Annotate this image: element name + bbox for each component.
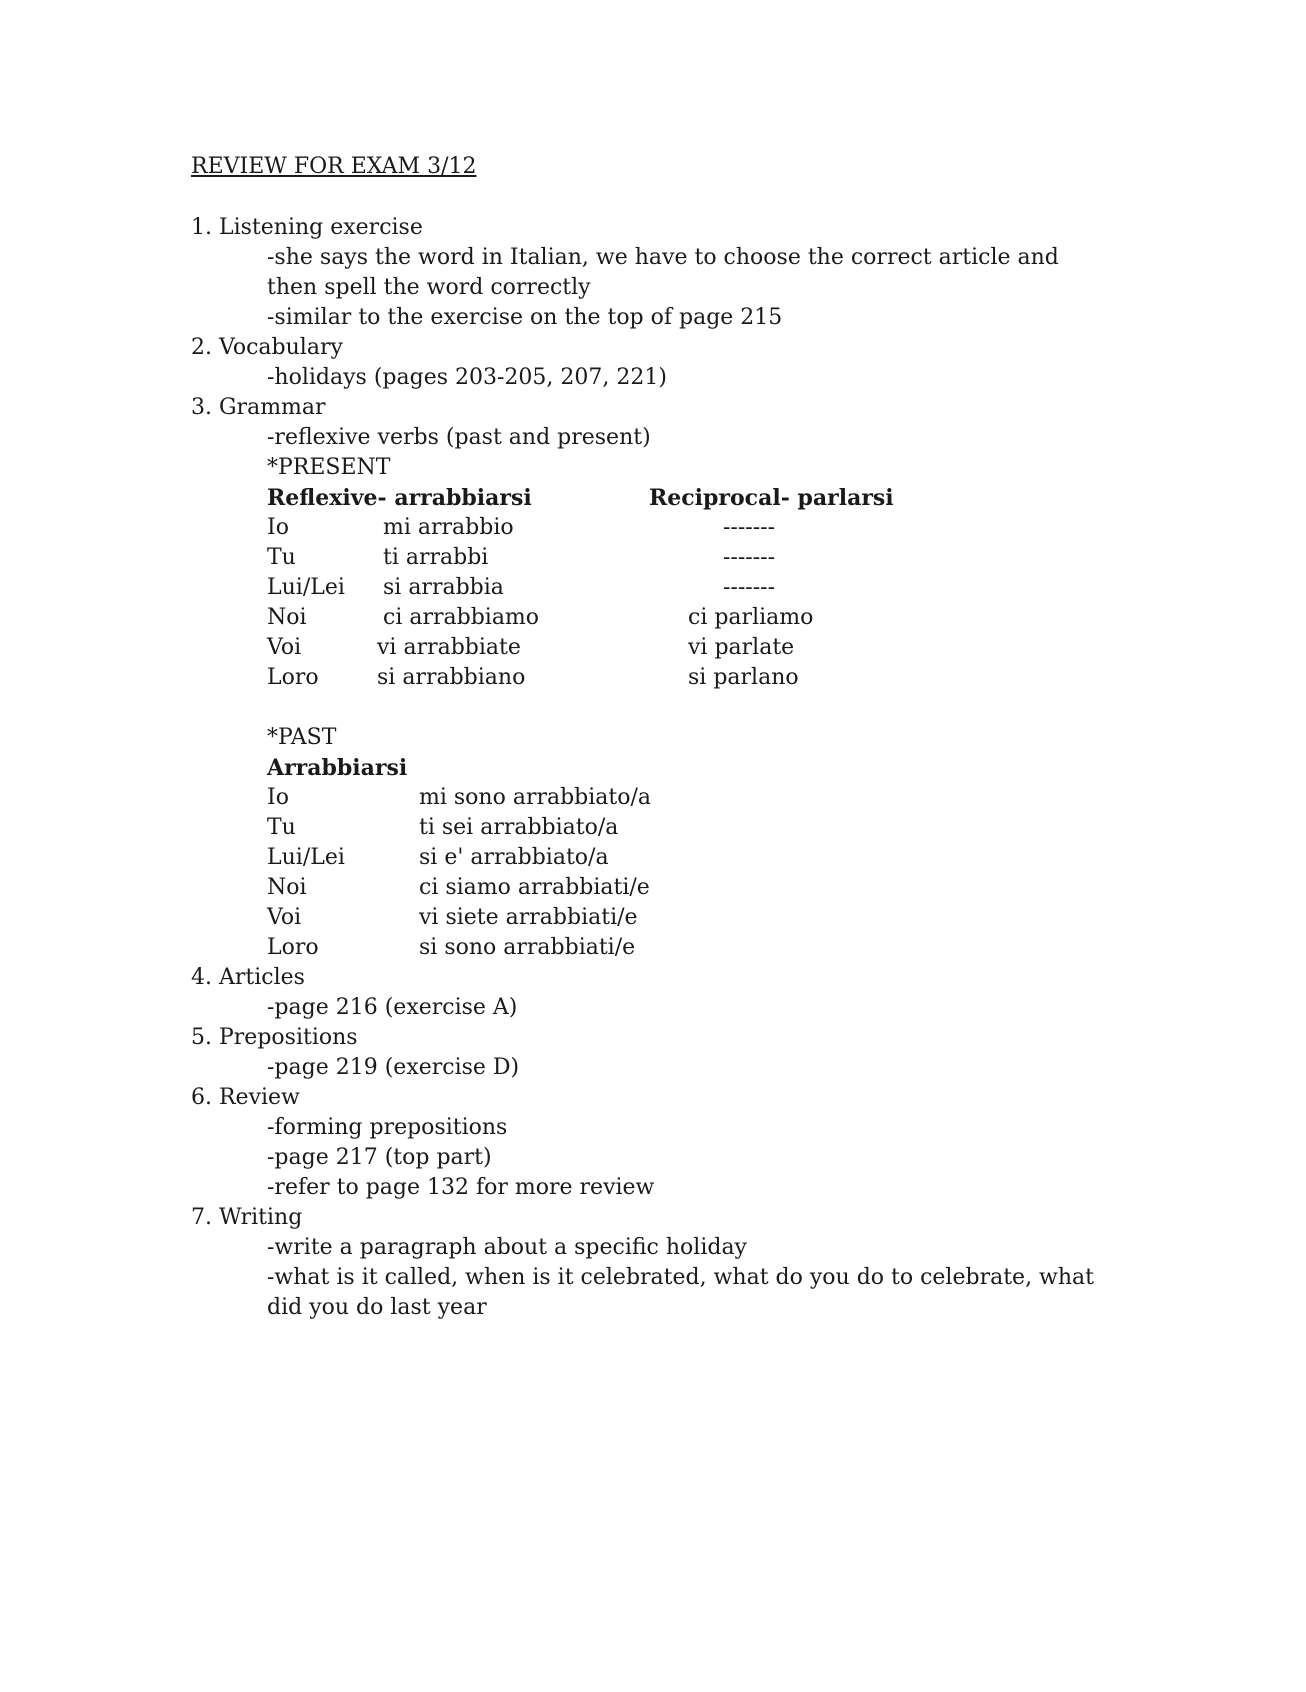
reciprocal-form: vi parlate <box>688 635 795 660</box>
reciprocal-form: ci parliamo <box>688 605 814 630</box>
past-label: *PAST <box>267 725 337 750</box>
table-row <box>191 783 1191 813</box>
past-form: ti sei arrabbiato/a <box>419 815 619 840</box>
past-form: vi siete arrabbiati/e <box>419 905 638 930</box>
table-row <box>191 513 1191 543</box>
table-row <box>191 543 1191 573</box>
section-note: -refer to page 132 for more review <box>267 1175 655 1200</box>
table-row <box>191 603 1191 633</box>
table-row <box>191 633 1191 663</box>
section-heading-articles: 4. Articles <box>191 965 305 990</box>
section-note: -forming prepositions <box>267 1115 508 1140</box>
pronoun: Lui/Lei <box>267 575 345 600</box>
reflexive-form: ti arrabbi <box>383 545 489 570</box>
pronoun: Io <box>267 515 289 540</box>
table-row <box>191 903 1191 933</box>
past-form: mi sono arrabbiato/a <box>419 785 652 810</box>
table-row <box>191 663 1191 693</box>
pronoun: Voi <box>267 635 302 660</box>
section-note: -write a paragraph about a specific holiday <box>267 1235 747 1260</box>
table-row <box>191 573 1191 603</box>
spacer <box>191 693 1191 723</box>
pronoun: Loro <box>267 935 319 960</box>
section-note: -page 219 (exercise D) <box>267 1055 520 1080</box>
pronoun: Voi <box>267 905 302 930</box>
reflexive-form: vi arrabbiate <box>377 635 521 660</box>
reciprocal-form: ------- <box>723 575 776 600</box>
past-form: si sono arrabbiati/e <box>419 935 636 960</box>
section-heading-vocabulary: 2. Vocabulary <box>191 335 343 360</box>
section-heading-prepositions: 5. Prepositions <box>191 1025 358 1050</box>
present-label: *PRESENT <box>267 455 391 480</box>
reciprocal-heading: Reciprocal- parlarsi <box>649 485 894 511</box>
section-heading-writing: 7. Writing <box>191 1205 303 1230</box>
section-note: -page 216 (exercise A) <box>267 995 518 1020</box>
reflexive-form: si arrabbia <box>383 575 504 600</box>
reciprocal-form: ------- <box>723 515 776 540</box>
pronoun: Noi <box>267 605 307 630</box>
pronoun: Tu <box>267 815 296 840</box>
pronoun: Tu <box>267 545 296 570</box>
section-heading-grammar: 3. Grammar <box>191 395 326 420</box>
reflexive-form: mi arrabbio <box>383 515 514 540</box>
section-note: -similar to the exercise on the top of page 215 <box>267 305 783 330</box>
review-content <box>191 213 1191 1323</box>
pronoun: Noi <box>267 875 307 900</box>
pronoun: Loro <box>267 665 319 690</box>
reflexive-form: ci arrabbiamo <box>383 605 540 630</box>
past-heading: Arrabbiarsi <box>267 755 408 781</box>
reciprocal-form: ------- <box>723 545 776 570</box>
table-row <box>191 813 1191 843</box>
section-note: -reflexive verbs (past and present) <box>267 425 651 450</box>
pronoun: Lui/Lei <box>267 845 345 870</box>
reciprocal-form: si parlano <box>688 665 799 690</box>
table-row <box>191 933 1191 963</box>
past-form: ci siamo arrabbiati/e <box>419 875 650 900</box>
past-form: si e' arrabbiato/a <box>419 845 609 870</box>
section-heading-review: 6. Review <box>191 1085 300 1110</box>
pronoun: Io <box>267 785 289 810</box>
table-row <box>191 843 1191 873</box>
page-title: REVIEW FOR EXAM 3/12 <box>191 154 477 179</box>
table-row <box>191 873 1191 903</box>
reflexive-heading: Reflexive- arrabbiarsi <box>267 485 532 511</box>
reflexive-form: si arrabbiano <box>377 665 526 690</box>
section-note: -page 217 (top part) <box>267 1145 492 1170</box>
section-note: -holidays (pages 203-205, 207, 221) <box>267 365 667 390</box>
section-note: -what is it called, when is it celebrated, what do you do to celebrate, what did you do last year <box>267 1265 1095 1320</box>
present-table-header <box>191 483 1191 513</box>
section-heading-listening: 1. Listening exercise <box>191 215 423 240</box>
section-note: -she says the word in Italian, we have to choose the correct article and then spell the word correctly <box>267 245 1059 300</box>
